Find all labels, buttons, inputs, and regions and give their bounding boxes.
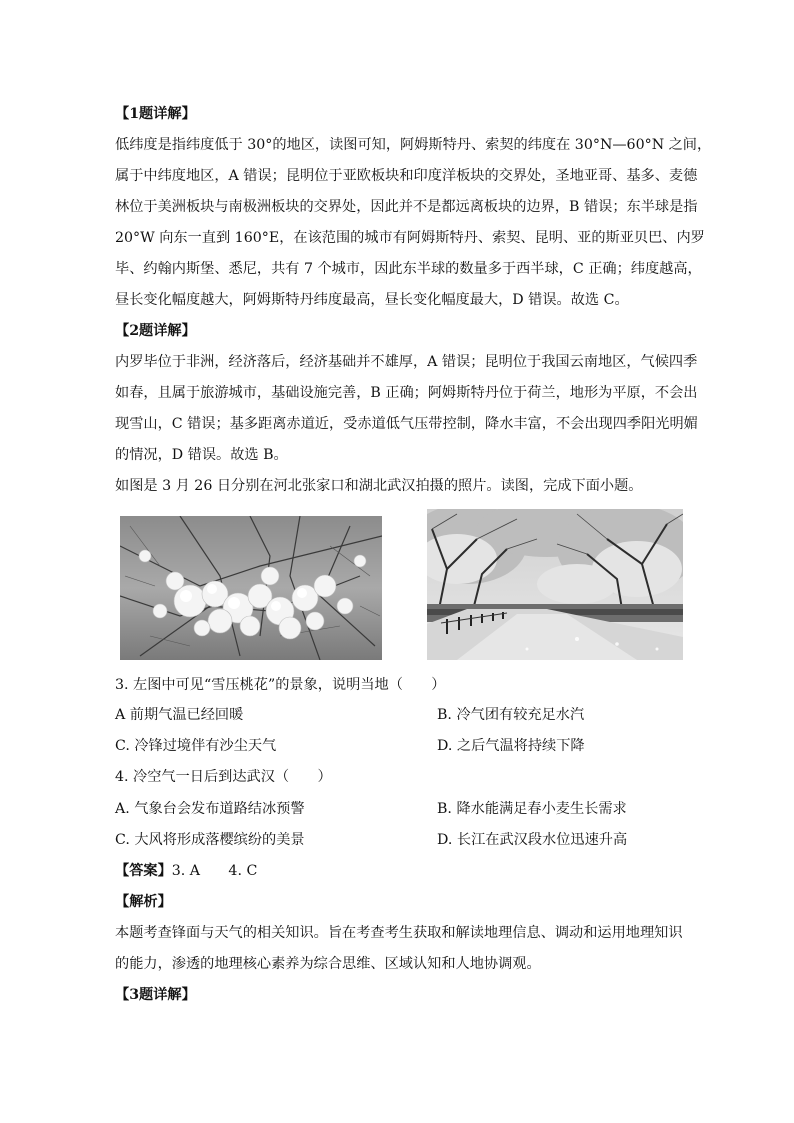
q3-option-d: D. 之后气温将持续下降 — [437, 738, 585, 754]
analysis-header: 【解析】 — [115, 894, 172, 910]
section1-line-1: 低纬度是指纬度低于 30°的地区，读图可知，阿姆斯特丹、索契的纬度在 30°N—60°N 之间， — [115, 137, 712, 153]
analysis-line-1: 本题考查锋面与天气的相关知识。旨在考查考生获取和解读地理信息、调动和运用地理知识 — [115, 925, 683, 941]
section1-line-6: 昼长变化幅度越大，阿姆斯特丹纬度最高，昼长变化幅度最大，D 错误。故选 C。 — [115, 292, 629, 308]
answer-text: 3. A 4. C — [171, 863, 258, 879]
section1-line-2: 属于中纬度地区，A 错误；昆明位于亚欧板块和印度洋板块的交界处，圣地亚哥、基多、麦德 — [115, 168, 698, 184]
section1-line-4: 20°W 向东一直到 160°E，在该范围的城市有阿姆斯特丹、索契、昆明、亚的斯亚贝巴、内罗 — [115, 230, 705, 246]
section1-line-5: 毕、约翰内斯堡、悉尼，共有 7 个城市，因此东半球的数量多于西半球，C 正确；纬度越高， — [115, 261, 702, 277]
figure-intro: 如图是 3 月 26 日分别在河北张家口和湖北武汉拍摄的照片。读图，完成下面小题。 — [115, 478, 643, 494]
q3-option-b: B. 冷气团有较充足水汽 — [437, 707, 585, 723]
analysis-line-2: 的能力，渗透的地理核心素养为综合思维、区域认知和人地协调观。 — [115, 956, 541, 972]
q3-option-c: C. 冷锋过境伴有沙尘天气 — [115, 738, 277, 754]
q4-option-b: B. 降水能满足春小麦生长需求 — [437, 801, 627, 817]
section3-header: 【3题详解】 — [115, 987, 196, 1003]
section2-header: 【2题详解】 — [115, 323, 196, 339]
section2-line-3: 现雪山，C 错误；基多距离赤道近，受赤道低气压带控制，降水丰富，不会出现四季阳光明媚 — [115, 416, 698, 432]
q4-option-c: C. 大风将形成落樱缤纷的美景 — [115, 832, 305, 848]
q4-option-a: A. 气象台会发布道路结冰预警 — [115, 801, 305, 817]
section1-line-3: 林位于美洲板块与南极洲板块的交界处，因此并不是都远离板块的边界，B 错误；东半球是指 — [115, 199, 698, 215]
photo-cherry-avenue — [427, 509, 683, 660]
q3-stem: 3. 左图中可见“雪压桃花”的景象，说明当地（ ） — [115, 677, 446, 693]
section2-line-2: 如春，且属于旅游城市，基础设施完善，B 正确；阿姆斯特丹位于荷兰，地形为平原，不会出 — [115, 385, 698, 401]
q4-stem: 4. 冷空气一日后到达武汉（ ） — [115, 769, 332, 785]
section2-line-1: 内罗毕位于非洲，经济落后，经济基础并不雄厚，A 错误；昆明位于我国云南地区，气候四季 — [115, 354, 698, 370]
answer-label: 【答案】 — [115, 863, 172, 879]
q4-option-d: D. 长江在武汉段水位迅速升高 — [437, 832, 628, 848]
answer-line — [115, 861, 257, 881]
q3-option-a: A 前期气温已经回暖 — [115, 707, 244, 723]
photo-snow-blossom — [120, 516, 382, 660]
section1-header: 【1题详解】 — [115, 106, 196, 122]
section2-line-4: 的情况，D 错误。故选 B。 — [115, 447, 288, 463]
